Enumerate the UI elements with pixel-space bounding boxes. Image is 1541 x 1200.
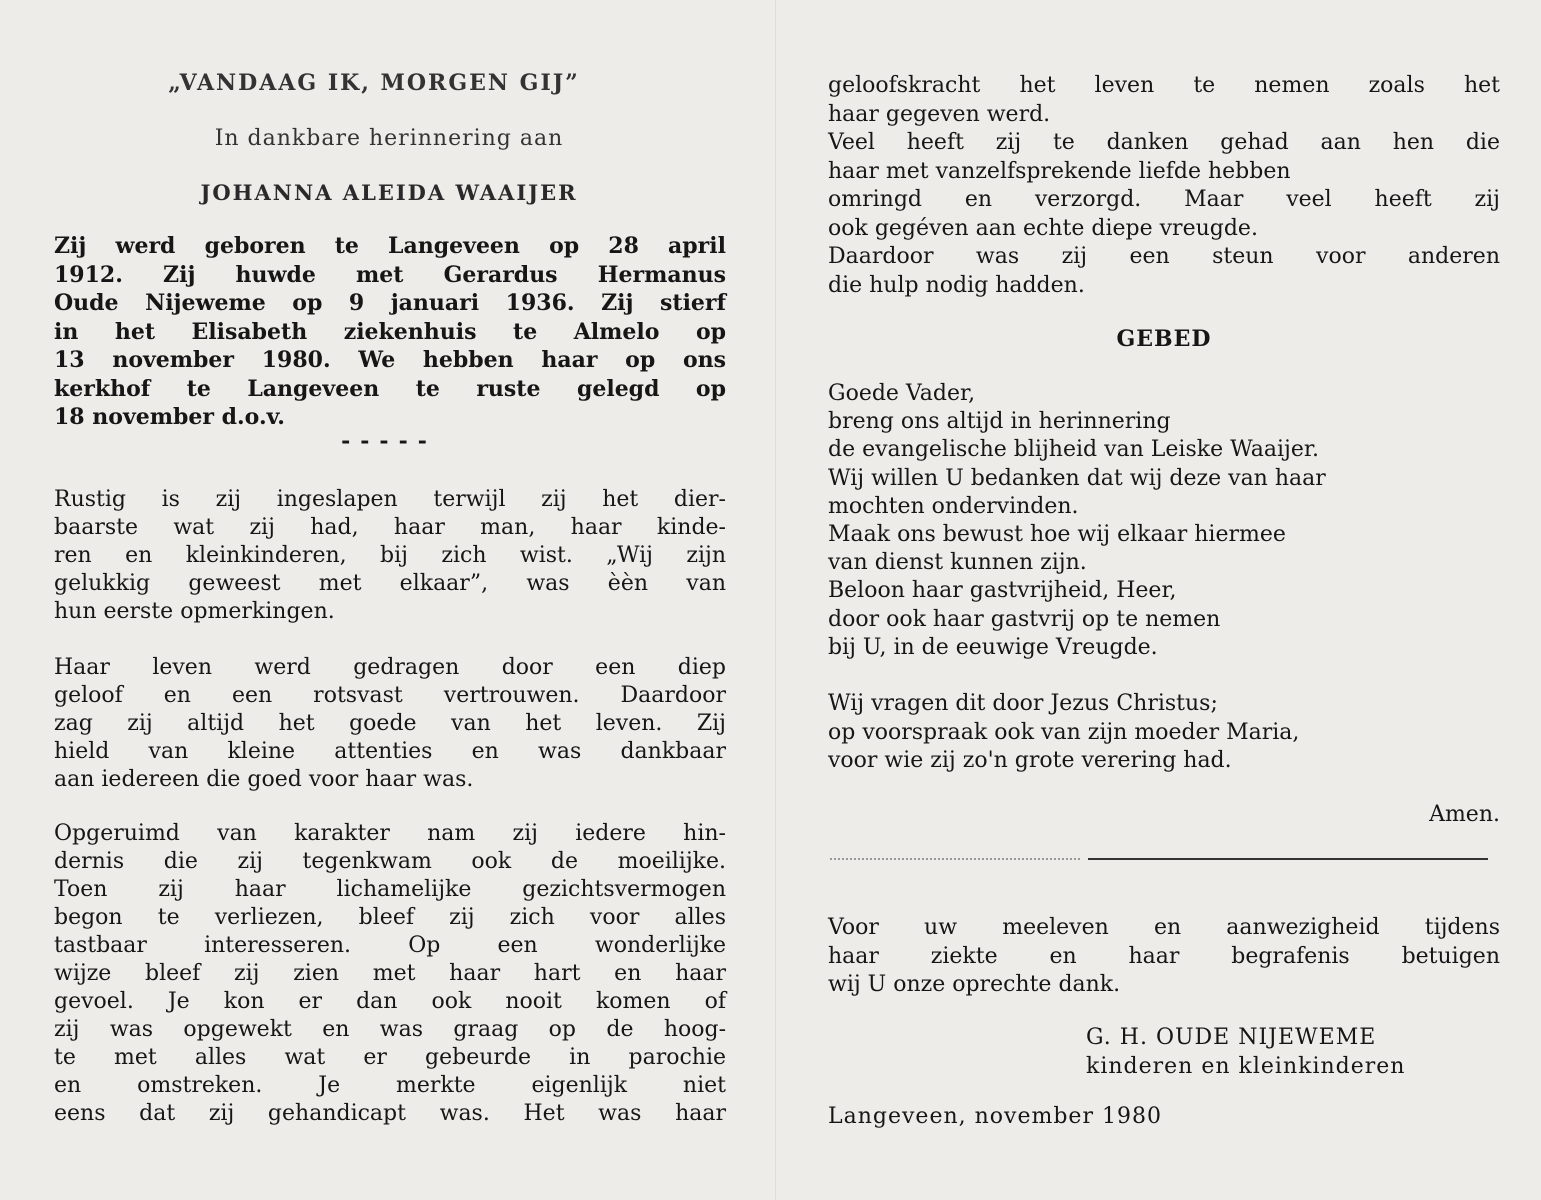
text-line: en omstreken. Je merkte eigenlijk niet	[54, 1073, 726, 1098]
bio-line: 13 november 1980. We hebben haar op ons	[54, 347, 726, 373]
text-line: haar met vanzelfsprekende liefde hebben	[828, 158, 1291, 184]
solid-divider	[1088, 858, 1488, 860]
prayer-line: bij U, in de eeuwige Vreugde.	[828, 634, 1158, 660]
paragraph-faith	[54, 654, 726, 794]
paragraph-continuation	[828, 72, 1500, 300]
text-line: geloof en een rotsvast vertrouwen. Daardoor	[54, 683, 726, 708]
text-line: Rustig is zij ingeslapen terwijl zij het dier-	[54, 487, 726, 512]
prayer-line: Maak ons bewust hoe wij elkaar hiermee	[828, 522, 1286, 548]
text-line: zag zij altijd het goede van het leven. Zij	[54, 711, 726, 736]
text-line: hield van kleine attenties en was dankbaar	[54, 739, 726, 764]
bio-line: kerkhof te Langeveen te ruste gelegd op	[54, 375, 726, 402]
place-date: Langeveen, november 1980	[828, 1104, 1162, 1129]
signature-block	[1086, 1024, 1500, 1081]
deceased-name: JOHANNA ALEIDA WAAIJER	[200, 180, 578, 205]
text-line: haar ziekte en haar begrafenis betuigen	[828, 943, 1500, 969]
text-line: wijze bleef zij zien met haar hart en haar	[54, 961, 726, 986]
prayer-line: op voorspraak ook van zijn moeder Maria,	[828, 719, 1300, 745]
text-line: hun eerste opmerkingen.	[54, 599, 335, 624]
prayer-line: de evangelische blijheid van Leiske Waaijer.	[828, 437, 1319, 463]
text-line: geloofskracht het leven te nemen zoals het	[828, 73, 1500, 98]
bio-line: 18 november d.o.v.	[54, 404, 285, 430]
prayer-line: Wij willen U bedanken dat wij deze van haar	[828, 465, 1326, 491]
text-line: Toen zij haar lichamelijke gezichtsvermogen	[54, 877, 726, 902]
text-line: dernis die zij tegenkwam ook de moeilijke.	[54, 849, 726, 874]
prayer-text	[828, 380, 1500, 662]
text-line: begon te verliezen, bleef zij zich voor alles	[54, 905, 726, 930]
memory-subheading: In dankbare herinnering aan	[214, 126, 564, 151]
prayer-line: Goede Vader,	[828, 381, 976, 406]
biography	[54, 232, 726, 432]
text-line: Voor uw meeleven en aanwezigheid tijdens	[828, 915, 1500, 940]
card-fold	[775, 0, 777, 1200]
text-line: eens dat zij gehandicapt was. Het was haar	[54, 1101, 726, 1126]
amen-text: Amen.	[1429, 802, 1500, 827]
text-line: Haar leven werd gedragen door een diep	[54, 655, 726, 680]
text-line: zij was opgewekt en was graag op de hoog-	[54, 1017, 726, 1042]
bio-line: in het Elisabeth ziekenhuis te Almelo op	[54, 318, 726, 345]
prayer-line: van dienst kunnen zijn.	[828, 550, 1087, 576]
prayer-line: Beloon haar gastvrijheid, Heer,	[828, 578, 1177, 604]
text-line: omringd en verzorgd. Maar veel heeft zij	[828, 187, 1500, 212]
text-line: wij U onze oprechte dank.	[828, 972, 1121, 997]
prayer-line: breng ons altijd in herinnering	[828, 409, 1171, 435]
motto-heading: „VANDAAG IK, MORGEN GIJ”	[168, 70, 580, 96]
text-line: die hulp nodig hadden.	[828, 272, 1085, 298]
prayer-line: door ook haar gastvrij op te nemen	[828, 606, 1221, 632]
text-line: ren en kleinkinderen, bij zich wist. „Wij zijn	[54, 543, 726, 568]
paragraph-character	[54, 820, 726, 1128]
dash-separator: -----	[341, 428, 437, 454]
text-line: te met alles wat er gebeurde in parochie	[54, 1045, 726, 1070]
prayer-line: Wij vragen dit door Jezus Christus;	[828, 691, 1218, 716]
text-line: baarste wat zij had, haar man, haar kinde-	[54, 515, 726, 540]
thanks-text	[828, 914, 1500, 1000]
prayer-closing	[828, 690, 1500, 776]
text-line: ook gegéven aan echte diepe vreugde.	[828, 215, 1258, 241]
prayer-title: GEBED	[1116, 326, 1212, 352]
dotted-divider	[830, 858, 1080, 860]
text-line: Opgeruimd van karakter nam zij iedere hin-	[54, 821, 726, 846]
bio-line: 1912. Zij huwde met Gerardus Hermanus	[54, 261, 726, 288]
paragraph-peaceful	[54, 486, 726, 626]
prayer-line: voor wie zij zo'n grote verering had.	[828, 748, 1232, 773]
text-line: haar gegeven werd.	[828, 101, 1051, 127]
bio-line: Zij werd geboren te Langeveen op 28 april	[54, 233, 726, 259]
signature-family: kinderen en kleinkinderen	[1086, 1053, 1406, 1079]
text-line: gevoel. Je kon er dan ook nooit komen of	[54, 989, 726, 1014]
text-line: tastbaar interesseren. Op een wonderlijke	[54, 933, 726, 958]
bio-line: Oude Nijeweme op 9 januari 1936. Zij stierf	[54, 290, 726, 316]
text-line: aan iedereen die goed voor haar was.	[54, 767, 474, 792]
text-line: Daardoor was zij een steun voor anderen	[828, 244, 1500, 269]
text-line: Veel heeft zij te danken gehad aan hen die	[828, 130, 1500, 155]
signature-name: G. H. OUDE NIJEWEME	[1086, 1025, 1377, 1050]
prayer-line: mochten ondervinden.	[828, 493, 1079, 519]
text-line: gelukkig geweest met elkaar”, was èèn van	[54, 571, 726, 596]
